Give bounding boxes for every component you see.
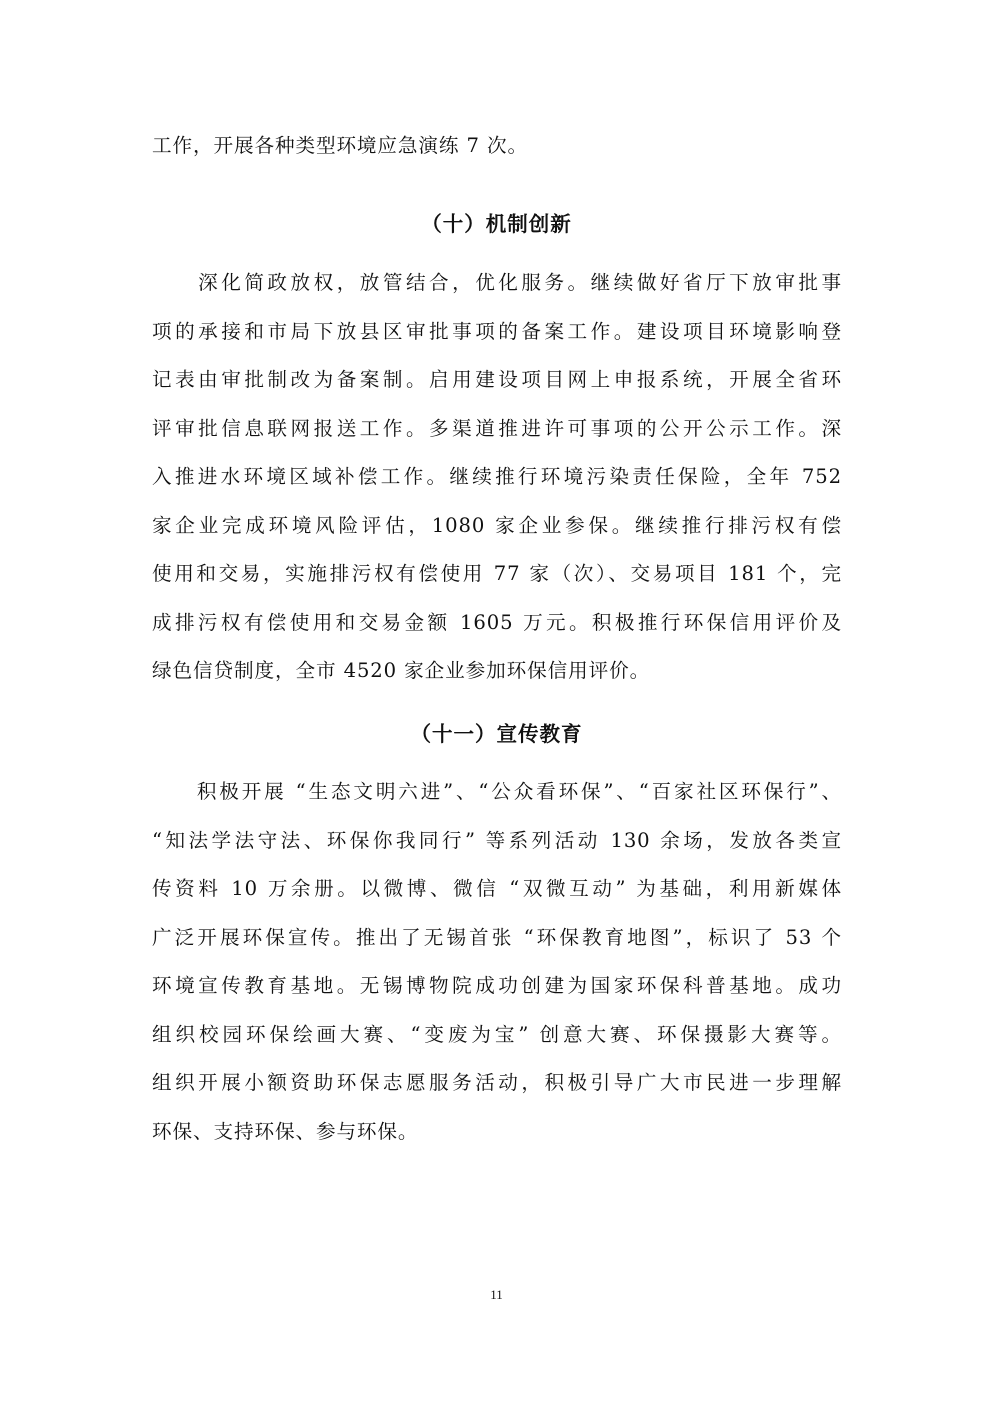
paragraph-line: 记表由审批制改为备案制。启用建设项目网上申报系统，开展全省环 xyxy=(152,368,842,391)
intro-paragraph xyxy=(152,122,842,171)
section11-paragraph xyxy=(152,768,842,1156)
paragraph-line: 绿色信贷制度，全市 4520 家企业参加环保信用评价。 xyxy=(152,659,651,682)
paragraph-line: 入推进水环境区域补偿工作。继续推行环境污染责任保险，全年 752 xyxy=(152,465,842,488)
paragraph-line: 组织开展小额资助环保志愿服务活动，积极引导广大市民进一步理解 xyxy=(152,1071,842,1094)
paragraph-line: 工作，开展各种类型环境应急演练 7 次。 xyxy=(152,134,529,157)
paragraph-line: 项的承接和市局下放县区审批事项的备案工作。建设项目环境影响登 xyxy=(152,319,842,343)
paragraph-line: 组织校园环保绘画大赛、“变废为宝” 创意大赛、环保摄影大赛等。 xyxy=(152,1022,842,1046)
section-heading-mechanism-innovation: （十）机制创新 xyxy=(421,212,572,236)
paragraph-line: “知法学法守法、环保你我同行” 等系列活动 130 余场，发放各类宣 xyxy=(152,828,842,852)
page-number: 11 xyxy=(490,1287,503,1302)
paragraph-line: 评审批信息联网报送工作。多渠道推进许可事项的公开公示工作。深 xyxy=(152,416,842,440)
paragraph-line: 成排污权有偿使用和交易金额 1605 万元。积极推行环保信用评价及 xyxy=(152,610,842,634)
section10-paragraph xyxy=(152,259,842,696)
paragraph-line: 深化简政放权，放管结合，优化服务。继续做好省厅下放审批事 xyxy=(152,271,842,294)
paragraph-line: 环保、支持环保、参与环保。 xyxy=(152,1119,419,1143)
paragraph-line: 传资料 10 万余册。以微博、微信 “双微互动” 为基础，利用新媒体 xyxy=(152,877,842,900)
paragraph-line: 环境宣传教育基地。无锡博物院成功创建为国家环保科普基地。成功 xyxy=(152,974,842,997)
paragraph-line: 家企业完成环境风险评估，1080 家企业参保。继续推行排污权有偿 xyxy=(152,513,842,537)
paragraph-line: 使用和交易，实施排污权有偿使用 77 家（次）、交易项目 181 个，完 xyxy=(152,562,842,585)
paragraph-line: 广泛开展环保宣传。推出了无锡首张 “环保教育地图”，标识了 53 个 xyxy=(152,925,842,949)
section-heading-publicity-education: （十一）宣传教育 xyxy=(410,722,583,746)
paragraph-line: 积极开展 “生态文明六进”、“公众看环保”、“百家社区环保行”、 xyxy=(152,780,842,803)
